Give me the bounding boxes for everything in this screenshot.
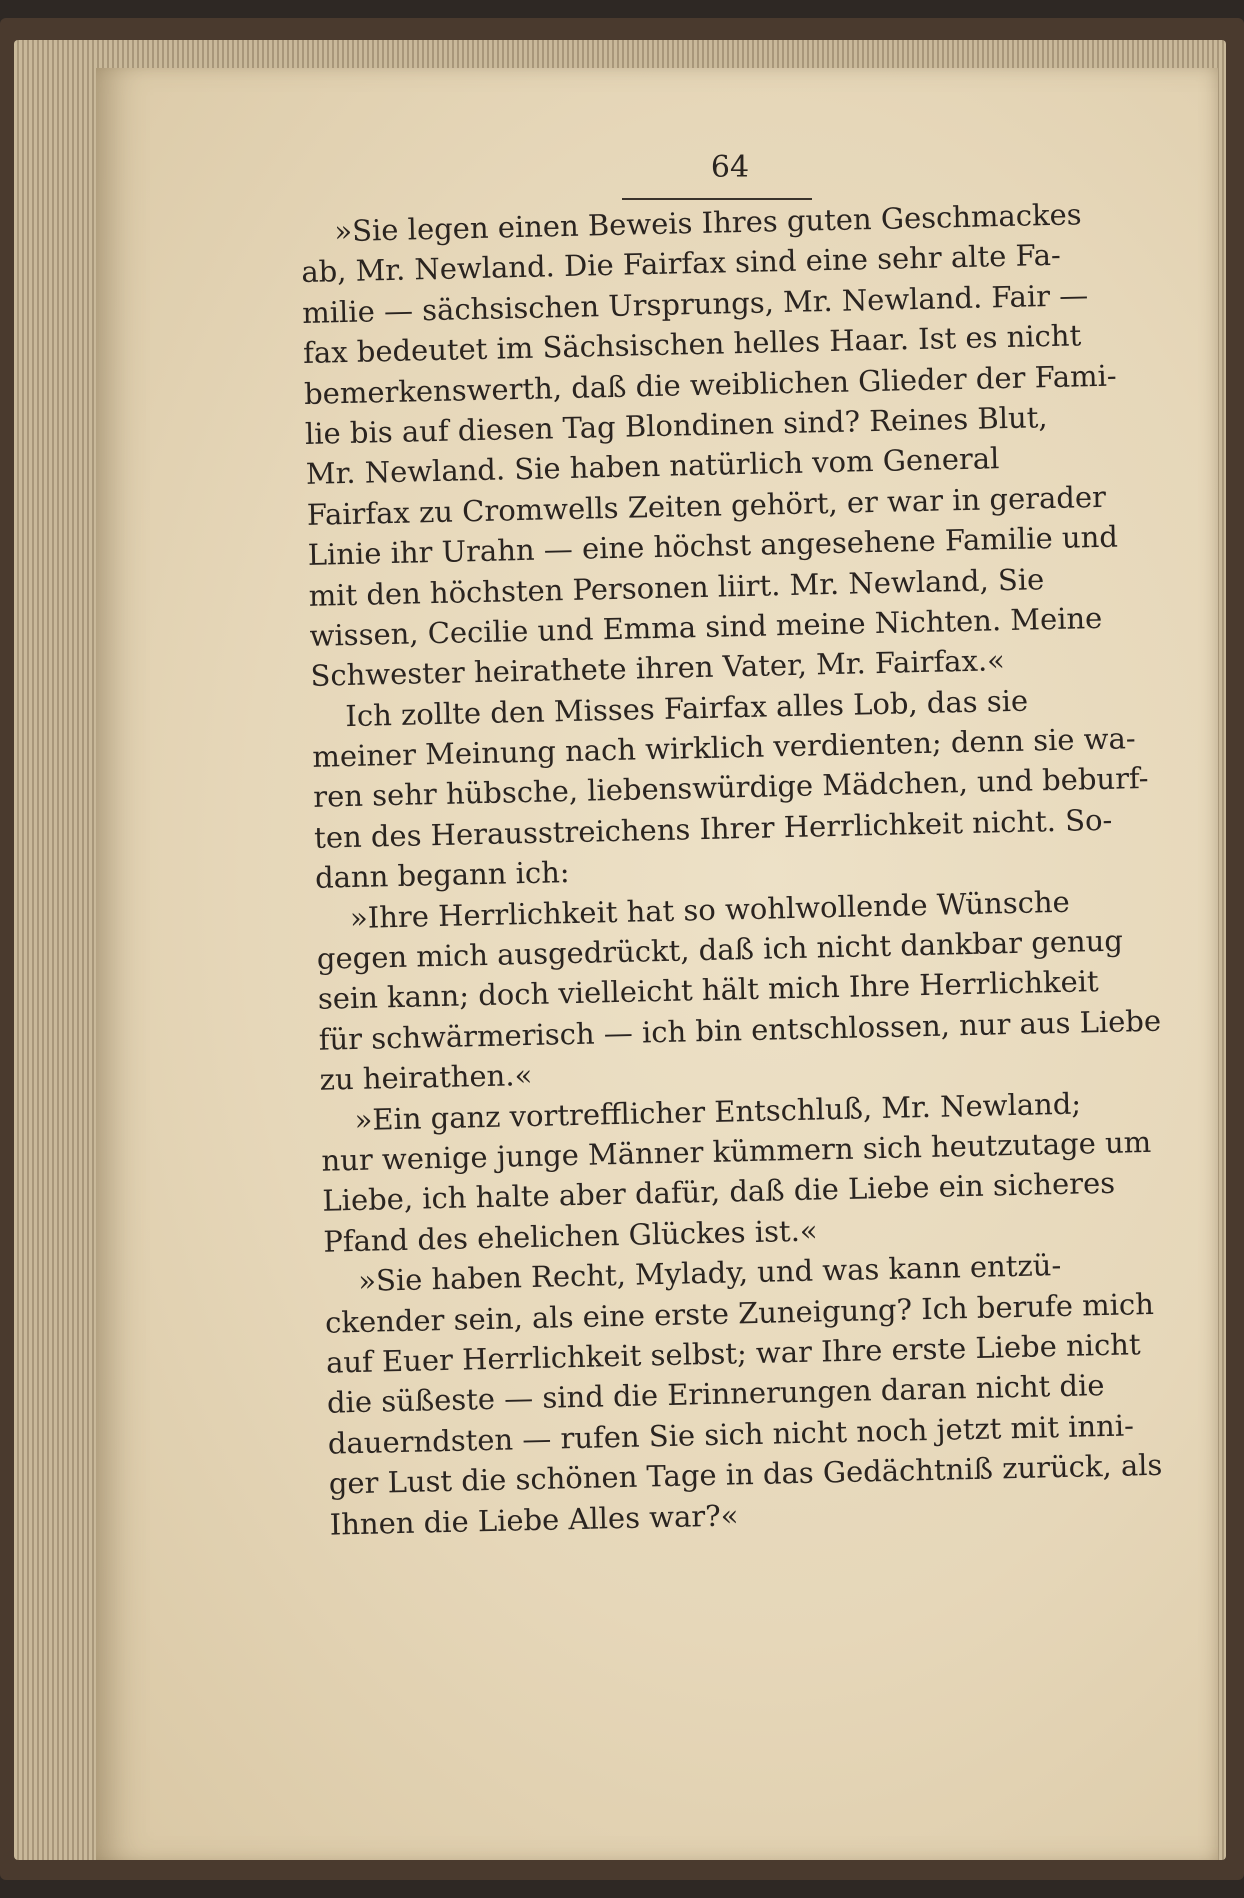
page-text (300, 192, 1200, 1544)
text-line: sein kann; doch vielleicht hält mich Ihre Herrlichkeit (317, 964, 1099, 1017)
text-line: Mr. Newland. Sie haben natürlich vom General (305, 441, 1000, 492)
text-line: für schwärmerisch — ich bin entschlossen, nur aus Liebe (318, 1003, 1162, 1057)
text-line: dann begann ich: (314, 855, 570, 896)
text-line: »Sie legen einen Beweis Ihres guten Geschmackes (334, 197, 1082, 249)
page-number: 64 (710, 150, 750, 185)
text-line: »Sie haben Recht, Mylady, und was kann entzü- (357, 1248, 1062, 1299)
text-line: Ich zollte den Misses Fairfax alles Lob, das sie (345, 683, 1029, 733)
text-line: Fairfax zu Cromwells Zeiten gehört, er war in gerader (306, 479, 1107, 532)
text-line: bemerkenswerth, daß die weiblichen Glieder der Fami- (303, 358, 1117, 411)
text-line: die süßeste — sind die Erinnerungen daran nicht die (326, 1368, 1105, 1421)
text-line: milie — sächsischen Ursprungs, Mr. Newland. Fair — (301, 277, 1089, 330)
text-line: gegen mich ausgedrückt, daß ich nicht dankbar genug (316, 923, 1124, 976)
text-line: ren sehr hübsche, liebenswürdige Mädchen, und beburf- (312, 761, 1149, 815)
text-line: lie bis auf diesen Tag Blondinen sind? Reines Blut, (304, 400, 1048, 451)
text-line: dauerndsten — rufen Sie sich nicht noch jetzt mit inni- (327, 1408, 1135, 1461)
text-line: fax bedeutet im Sächsischen helles Haar. Ist es nicht (302, 318, 1082, 371)
text-line: zu heirathen.« (319, 1058, 533, 1097)
header-rule (622, 198, 812, 200)
text-line: mit den höchsten Personen liirt. Mr. Newland, Sie (308, 561, 1045, 613)
text-line: »Ihre Herrlichkeit hat so wohlwollende Wünsche (349, 884, 1071, 935)
text-line: ger Lust die schönen Tage in das Gedächtniß zurück, als (328, 1447, 1163, 1501)
text-line: ten des Herausstreichens Ihrer Herrlichkeit nicht. So- (313, 802, 1113, 855)
text-line: Pfand des ehelichen Glückes ist.« (322, 1213, 818, 1259)
text-line: ckender sein, als eine erste Zuneigung? Ich berufe mich (324, 1286, 1155, 1340)
text-line: ab, Mr. Newland. Die Fairfax sind eine sehr alte Fa- (300, 238, 1062, 290)
text-line: meiner Meinung nach wirklich verdienten; denn sie wa- (311, 721, 1136, 774)
text-line: »Ein ganz vortrefflicher Entschluß, Mr. Newland; (354, 1086, 1082, 1137)
text-line: Schwester heirathete ihren Vater, Mr. Fairfax.« (310, 643, 1006, 694)
text-line: wissen, Cecilie und Emma sind meine Nichten. Meine (309, 600, 1103, 653)
text-line: nur wenige junge Männer kümmern sich heutzutage um (321, 1124, 1152, 1178)
text-line: Liebe, ich halte aber dafür, daß die Liebe ein sicheres (322, 1166, 1116, 1219)
text-line: auf Euer Herrlichkeit selbst; war Ihre erste Liebe nicht (325, 1327, 1141, 1380)
text-line: Ihnen die Liebe Alles war?« (329, 1497, 739, 1542)
text-line: Linie ihr Urahn — eine höchst angesehene Familie und (307, 519, 1119, 573)
